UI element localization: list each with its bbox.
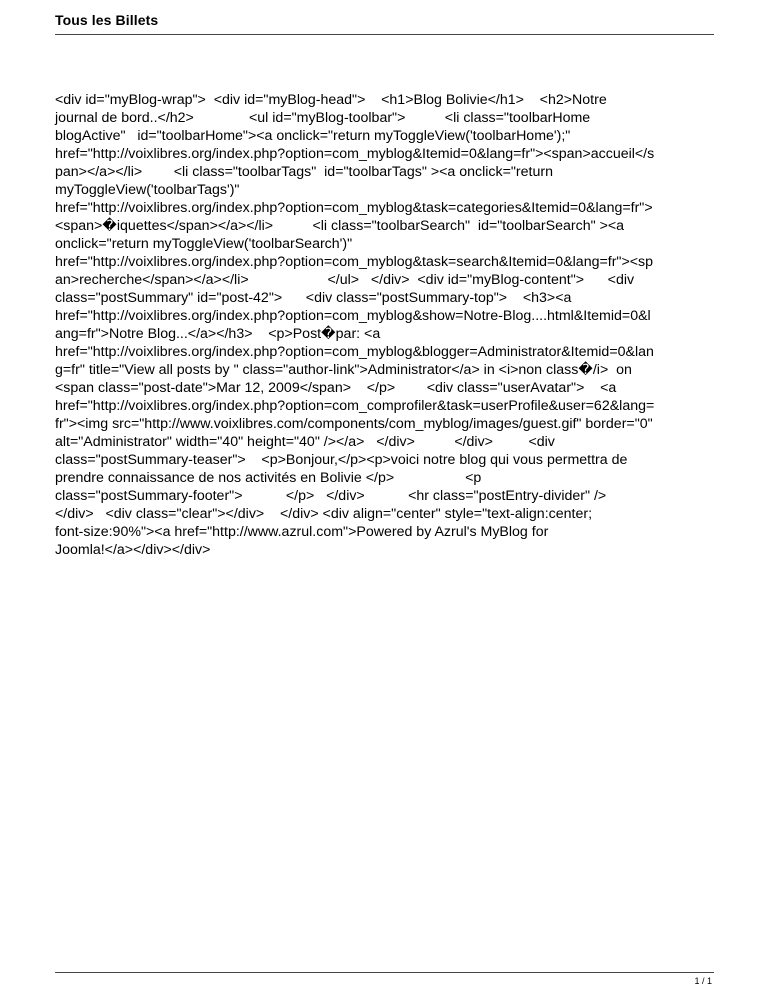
- body-text-line: href="http://voixlibres.org/index.php?option=com_myblog&show=Notre-Blog....html&Itemid=0&l: [55, 308, 651, 324]
- body-text-line: journal de bord..</h2> <ul id="myBlog-toolbar"> <li class="toolbarHome: [55, 110, 591, 126]
- body-text-line: onclick="return myToggleView('toolbarSearch')": [55, 236, 353, 252]
- body-text-line: pan></a></li> <li class="toolbarTags" id="toolbarTags" ><a onclick="return: [55, 164, 553, 180]
- body-text-line: </div> <div class="clear"></div> </div> <div align="center" style="text-align:center;: [55, 506, 593, 522]
- body-text-line: href="http://voixlibres.org/index.php?option=com_myblog&Itemid=0&lang=fr"><span>accueil</s: [55, 146, 655, 162]
- page-number: 1 / 1: [694, 976, 712, 986]
- body-text-line: <span class="post-date">Mar 12, 2009</span> </p> <div class="userAvatar"> <a: [55, 380, 617, 396]
- body-text-line: class="postSummary-footer"> </p> </div> <hr class="postEntry-divider" />: [55, 488, 607, 504]
- body-text-line: blogActive" id="toolbarHome"><a onclick="return myToggleView('toolbarHome');": [55, 128, 571, 144]
- footer-divider: [55, 972, 714, 973]
- body-text-line: href="http://voixlibres.org/index.php?option=com_myblog&blogger=Administrator&Itemid=0&lan: [55, 344, 654, 360]
- body-text-line: <div id="myBlog-wrap"> <div id="myBlog-head"> <h1>Blog Bolivie</h1> <h2>Notre: [55, 92, 607, 108]
- body-text-line: class="postSummary-teaser"> <p>Bonjour,</p><p>voici notre blog qui vous permettra de: [55, 452, 628, 468]
- body-text-line: an>recherche</span></a></li> </ul> </div> <div id="myBlog-content"> <div: [55, 272, 635, 288]
- body-text-line: href="http://voixlibres.org/index.php?option=com_myblog&task=categories&Itemid=0&lang=fr">: [55, 200, 653, 216]
- header-divider: [55, 34, 714, 35]
- body-text-line: ang=fr">Notre Blog...</a></h3> <p>Post�par: <a: [55, 326, 381, 342]
- body-text-line: class="postSummary" id="post-42"> <div class="postSummary-top"> <h3><a: [55, 290, 572, 306]
- body-text-line: Joomla!</a></div></div>: [55, 542, 211, 558]
- document-body: [55, 91, 715, 559]
- body-text-line: prendre connaissance de nos activités en Bolivie </p> <p: [55, 470, 482, 486]
- page-header-title: Tous les Billets: [55, 12, 159, 28]
- body-text-line: <span>�iquettes</span></a></li> <li class="toolbarSearch" id="toolbarSearch" ><a: [55, 218, 625, 234]
- body-text-line: myToggleView('toolbarTags')": [55, 182, 240, 198]
- body-text-line: href="http://voixlibres.org/index.php?option=com_myblog&task=search&Itemid=0&lang=fr"><sp: [55, 254, 654, 270]
- body-text-line: fr"><img src="http://www.voixlibres.com/components/com_myblog/images/guest.gif" border="0": [55, 416, 653, 432]
- body-text-line: alt="Administrator" width="40" height="40" /></a> </div> </div> <div: [55, 434, 555, 450]
- body-text-line: font-size:90%"><a href="http://www.azrul.com">Powered by Azrul's MyBlog for: [55, 524, 549, 540]
- body-text-line: href="http://voixlibres.org/index.php?option=com_comprofiler&task=userProfile&user=62&lang=: [55, 398, 655, 414]
- body-text-line: g=fr" title="View all posts by " class="author-link">Administrator</a> in <i>non class�/i> on: [55, 362, 632, 378]
